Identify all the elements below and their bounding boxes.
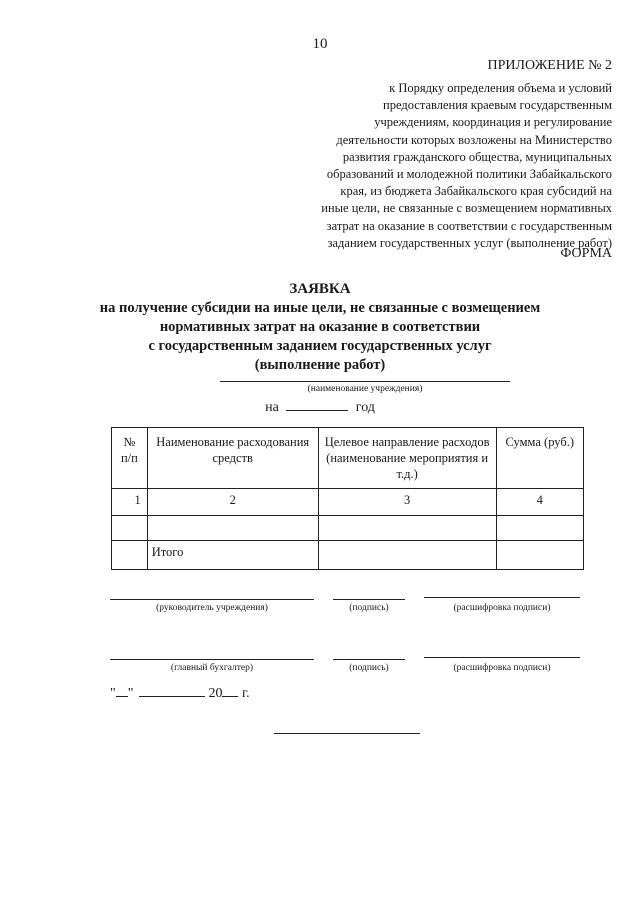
page-number: 10 — [312, 36, 328, 52]
table-cell[interactable] — [318, 541, 496, 570]
day-blank[interactable] — [116, 684, 128, 697]
header-cell-amount: Сумма (руб.) — [496, 428, 583, 489]
header-cell-purpose: Целевое направление расходов (наименование мероприятия и т.д.) — [318, 428, 496, 489]
bottom-line — [274, 733, 420, 734]
header-cell-number: № п/п — [112, 428, 148, 489]
title-main: ЗАЯВКА — [289, 281, 351, 297]
table-cell — [112, 541, 148, 570]
accountant-signature-line — [110, 659, 314, 660]
header-cell-expense-name: Наименование расходования средств — [147, 428, 318, 489]
column-number-cell: 4 — [496, 489, 583, 516]
column-number-cell: 3 — [318, 489, 496, 516]
year-unit: г. — [241, 686, 250, 701]
head-signature-line — [110, 599, 314, 600]
table-row — [112, 516, 584, 541]
form-label: ФОРМА — [560, 246, 612, 261]
accountant-decode-line — [424, 657, 580, 658]
accountant-role-caption: (главный бухгалтер) — [170, 663, 254, 673]
appendix-title: ПРИЛОЖЕНИЕ № 2 — [487, 58, 612, 73]
table-cell[interactable] — [112, 516, 148, 541]
column-number-cell: 2 — [147, 489, 318, 516]
date-row — [110, 684, 250, 702]
appendix-line: деятельности которых возложены на Министерство — [336, 132, 612, 147]
accountant-sign-line — [333, 659, 405, 660]
appendix-line: иные цели, не связанные с возмещением нормативных — [321, 201, 612, 216]
accountant-sign-caption: (подпись) — [349, 663, 389, 673]
date-open-quote: " — [110, 686, 116, 701]
table-cell[interactable] — [496, 541, 583, 570]
year-prefix: 20 — [208, 686, 223, 701]
table-cell[interactable] — [318, 516, 496, 541]
table-cell[interactable] — [496, 516, 583, 541]
year-suffix: год — [355, 400, 375, 415]
head-role-caption: (руководитель учреждения) — [156, 603, 268, 613]
appendix-body — [312, 80, 612, 252]
appendix-line: развития гражданского общества, муниципальных — [342, 149, 612, 164]
appendix-line: учреждениям, координация и регулирование — [374, 115, 612, 130]
year-suffix-blank[interactable] — [222, 684, 238, 697]
appendix-line: затрат на оказание в соответствии с государственным — [326, 218, 612, 233]
accountant-decode-caption: (расшифровка подписи) — [453, 663, 551, 673]
table-header-row — [112, 428, 584, 489]
appendix-line: края, из бюджета Забайкальского края субсидий на — [340, 184, 612, 199]
appendix-line: образований и молодежной политики Забайкальского — [326, 167, 612, 182]
title-line: с государственным заданием государственных услуг — [148, 338, 492, 354]
head-sign-line — [333, 599, 405, 600]
head-decode-caption: (расшифровка подписи) — [453, 603, 551, 613]
table-cell[interactable] — [147, 516, 318, 541]
total-label: Итого — [147, 541, 318, 570]
appendix-line: предоставления краевым государственным — [383, 98, 612, 113]
head-decode-line — [424, 597, 580, 598]
title-line: на получение субсидии на иные цели, не связанные с возмещением — [99, 300, 541, 316]
year-prefix: на — [265, 400, 279, 415]
column-number-cell: 1 — [112, 489, 148, 516]
year-blank — [286, 398, 348, 411]
institution-caption: (наименование учреждения) — [307, 384, 423, 394]
title-line: (выполнение работ) — [254, 357, 386, 373]
title-line: нормативных затрат на оказание в соответствии — [159, 319, 481, 335]
table-row — [112, 489, 584, 516]
month-blank[interactable] — [139, 684, 205, 697]
year-row — [0, 398, 640, 416]
document-title — [60, 280, 580, 375]
appendix-line: заданием государственных услуг (выполнение работ) — [327, 235, 612, 250]
appendix-line: к Порядку определения объема и условий — [389, 81, 612, 95]
expense-table — [111, 427, 584, 570]
head-sign-caption: (подпись) — [349, 603, 389, 613]
date-close-quote: " — [127, 686, 134, 701]
table-total-row — [112, 541, 584, 570]
institution-blank-line — [220, 381, 510, 382]
